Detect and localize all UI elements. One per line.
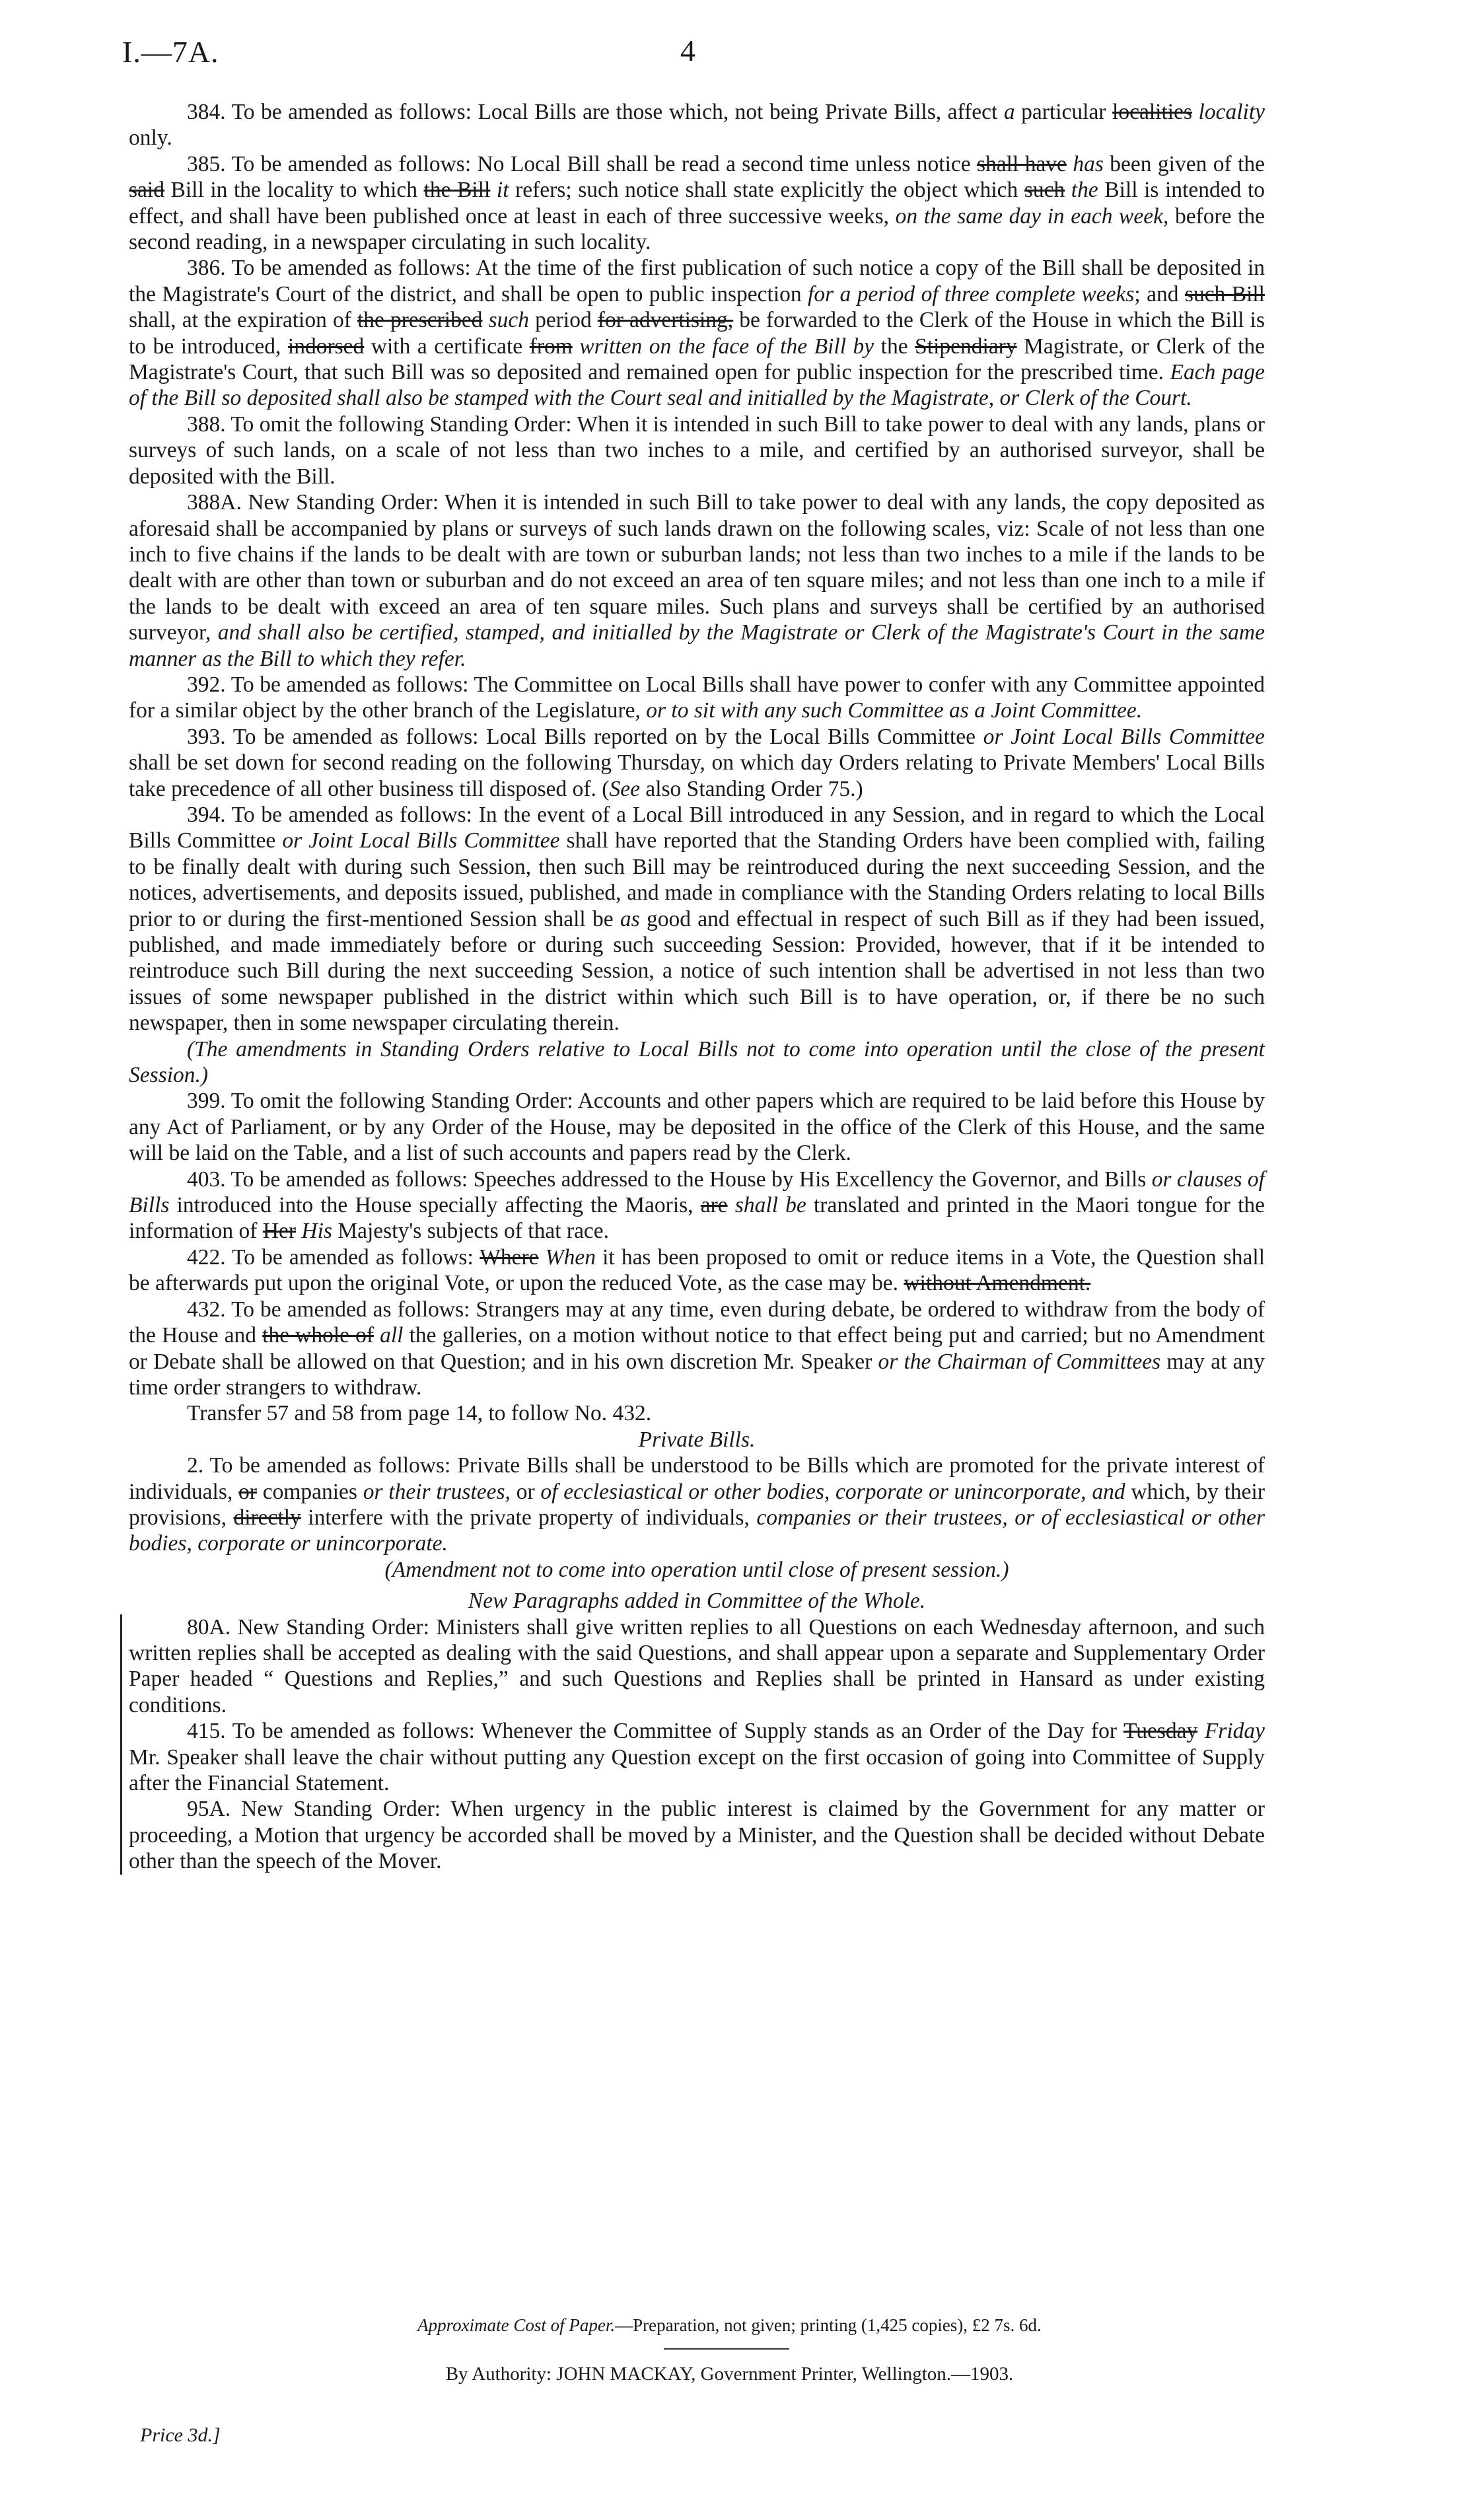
- inserted-text: locality: [1198, 100, 1265, 124]
- paper-series-number: I.—7A.: [122, 35, 219, 69]
- paragraph-386: 386. To be amended as follows: At the time of the first publication of such notice a copy of the Bill shall be deposited in the Magistrate's Court of the district, and shall be open to public inspection for a period of three complete weeks; and such Bill shall, at the expiration of the prescribed such period for advertising, be forwarded to the Clerk of the House in which the Bill is to be introduced, indorsed with a certificate from written on the face of the Bill by the Stipendiary Magistrate, or Clerk of the Magistrate's Court, that such Bill was so deposited and remained open for public inspection for the prescribed time. Each page of the Bill so deposited shall also be stamped with the Court seal and initialled by the Magistrate, or Clerk of the Court.: [129, 256, 1265, 411]
- paragraph-393: 393. To be amended as follows: Local Bills reported on by the Local Bills Committee or Joint Local Bills Committee shall be set down for second reading on the following Thursday, on which day Orders relating to Private Members' Local Bills take precedence of all other business till disposed of. (See also Standing Order 75.): [129, 724, 1265, 801]
- price-label: Price 3d.]: [140, 2424, 221, 2446]
- paragraph-80a: 80A. New Standing Order: Ministers shall give written replies to all Questions on each Wednesday afternoon, and such written replies shall be accepted as dealing with the said Questions, and shall appear upon a separate and Supplementary Order Paper headed “ Questions and Replies,” and such Questions and Replies shall be printed in Hansard as under existing conditions.: [129, 1614, 1265, 1717]
- paragraph-392: 392. To be amended as follows: The Committee on Local Bills shall have power to confer with any Committee appointed for a similar object by the other branch of the Legislature, or to sit with any such Committee as a Joint Committee.: [129, 672, 1265, 723]
- page-number: 4: [680, 34, 695, 67]
- paragraph-432: 432. To be amended as follows: Strangers may at any time, even during debate, be ordered to withdraw from the body of the House and the whole of all the galleries, on a motion without notice to that effect being put and carried; but no Amendment or Debate shall be allowed on that Question; and in his own discretion Mr. Speaker or the Chairman of Committees may at any time order strangers to withdraw.: [129, 1297, 1265, 1400]
- heading-private-bills: Private Bills.: [638, 1427, 756, 1452]
- paragraph-415: 415. To be amended as follows: Whenever the Committee of Supply stands as an Order of the Day for Tuesday Friday Mr. Speaker shall leave the chair without putting any Question except on the first occasion of going into Committee of Supply after the Financial Statement.: [129, 1719, 1265, 1795]
- printer-authority: By Authority: JOHN MACKAY, Government Printer, Wellington.—1903.: [445, 2363, 1014, 2385]
- note-local-bills: (The amendments in Standing Orders relative to Local Bills not to come into operation until the close of the present Session.): [129, 1036, 1265, 1088]
- paragraph-2: 2. To be amended as follows: Private Bills shall be understood to be Bills which are promoted for the private interest of individuals, or companies or their trustees, or of ecclesiastical or other bodies, corporate or unincorporate, and which, by their provisions, directly interfere with the private property of individuals, companies or their trustees, or of ecclesiastical or other bodies, corporate or unincorporate.: [129, 1453, 1265, 1556]
- new-paragraphs-block: [120, 1614, 1265, 1875]
- paragraph-388: 388. To omit the following Standing Order: When it is intended in such Bill to take power to deal with any lands, plans or surveys of such lands, on a scale of not less than two inches to a mile, and certified by an authorised surveyor, shall be deposited with the Bill.: [129, 412, 1265, 489]
- paragraph-403: 403. To be amended as follows: Speeches addressed to the House by His Excellency the Governor, and Bills or clauses of Bills introduced into the House specially affecting the Maoris, are shall be translated and printed in the Maori tongue for the information of Her His Majesty's subjects of that race.: [129, 1167, 1265, 1244]
- paragraph-95a: 95A. New Standing Order: When urgency in the public interest is claimed by the Government for any matter or proceeding, a Motion that urgency be accorded shall be moved by a Minister, and the Question shall be decided without Debate other than the speech of the Mover.: [129, 1797, 1265, 1874]
- transfer-note: Transfer 57 and 58 from page 14, to follow No. 432.: [187, 1401, 652, 1426]
- body-text: [129, 99, 1265, 1875]
- paragraph-422: 422. To be amended as follows: Where When it has been proposed to omit or reduce items in a Vote, the Question shall be afterwards put upon the original Vote, or upon the reduced Vote, as the case may be. without Amendment.: [129, 1244, 1265, 1296]
- paragraph-384: 384. To be amended as follows: Local Bills are those which, not being Private Bills, affect a particular localities locality only.: [129, 100, 1265, 151]
- heading-new-paragraphs: New Paragraphs added in Committee of the Whole.: [468, 1589, 926, 1614]
- note-private-bills: (Amendment not to come into operation until close of present session.): [384, 1557, 1009, 1582]
- paragraph-394: 394. To be amended as follows: In the event of a Local Bill introduced in any Session, and in regard to which the Local Bills Committee or Joint Local Bills Committee shall have reported that the Standing Orders have been complied with, failing to be finally dealt with during such Session, then such Bill may be reintroduced during the next succeeding Session, and the notices, advertisements, and deposits issued, published, and made in compliance with the Standing Orders relating to local Bills prior to or during the first-mentioned Session shall be as good and effectual in respect of such Bill as if they had been issued, published, and made immediately before or during such succeeding Session: Provided, however, that if it be intended to reintroduce such Bill during the next succeeding Session, a notice of such intention shall be advertised in not less than two issues of some newspaper published in the district within which such Bill is to have operation, or, if there be no such newspaper, then in some newspaper circulating therein.: [129, 802, 1265, 1036]
- paragraph-388a: 388A. New Standing Order: When it is intended in such Bill to take power to deal with any lands, the copy deposited as aforesaid shall be accompanied by plans or surveys of such lands drawn on the following scales, viz: Scale of not less than one inch to five chains if the lands to be dealt with are town or suburban lands; not less than two inches to a mile if the lands to be dealt with are other than town or suburban and do not exceed an area of ten square miles; and not less than one inch to a mile if the lands to be dealt with exceed an area of ten square miles. Such plans and surveys shall be certified by an authorised surveyor, and shall also be certified, stamped, and initialled by the Magistrate or Clerk of the Magistrate's Court in the same manner as the Bill to which they refer.: [129, 490, 1265, 671]
- deleted-text: localities: [1112, 100, 1192, 124]
- cost-of-paper: Approximate Cost of Paper.—Preparation, not given; printing (1,425 copies), £2 7s. 6d.: [417, 2315, 1042, 2335]
- paragraph-399: 399. To omit the following Standing Order: Accounts and other papers which are required to be laid before this House by any Act of Parliament, or by any Order of the House, may be deposited in the office of the Clerk of this House, and the same will be laid on the Table, and a list of such accounts and papers read by the Clerk.: [129, 1089, 1265, 1166]
- paragraph-385: 385. To be amended as follows: No Local Bill shall be read a second time unless notice shall have has been given of the said Bill in the locality to which the Bill it refers; such notice shall state explicitly the object which such the Bill is intended to effect, and shall have been published once at least in each of three successive weeks, on the same day in each week, before the second reading, in a newspaper circulating in such locality.: [129, 151, 1265, 255]
- footer-rule: [664, 2348, 789, 2350]
